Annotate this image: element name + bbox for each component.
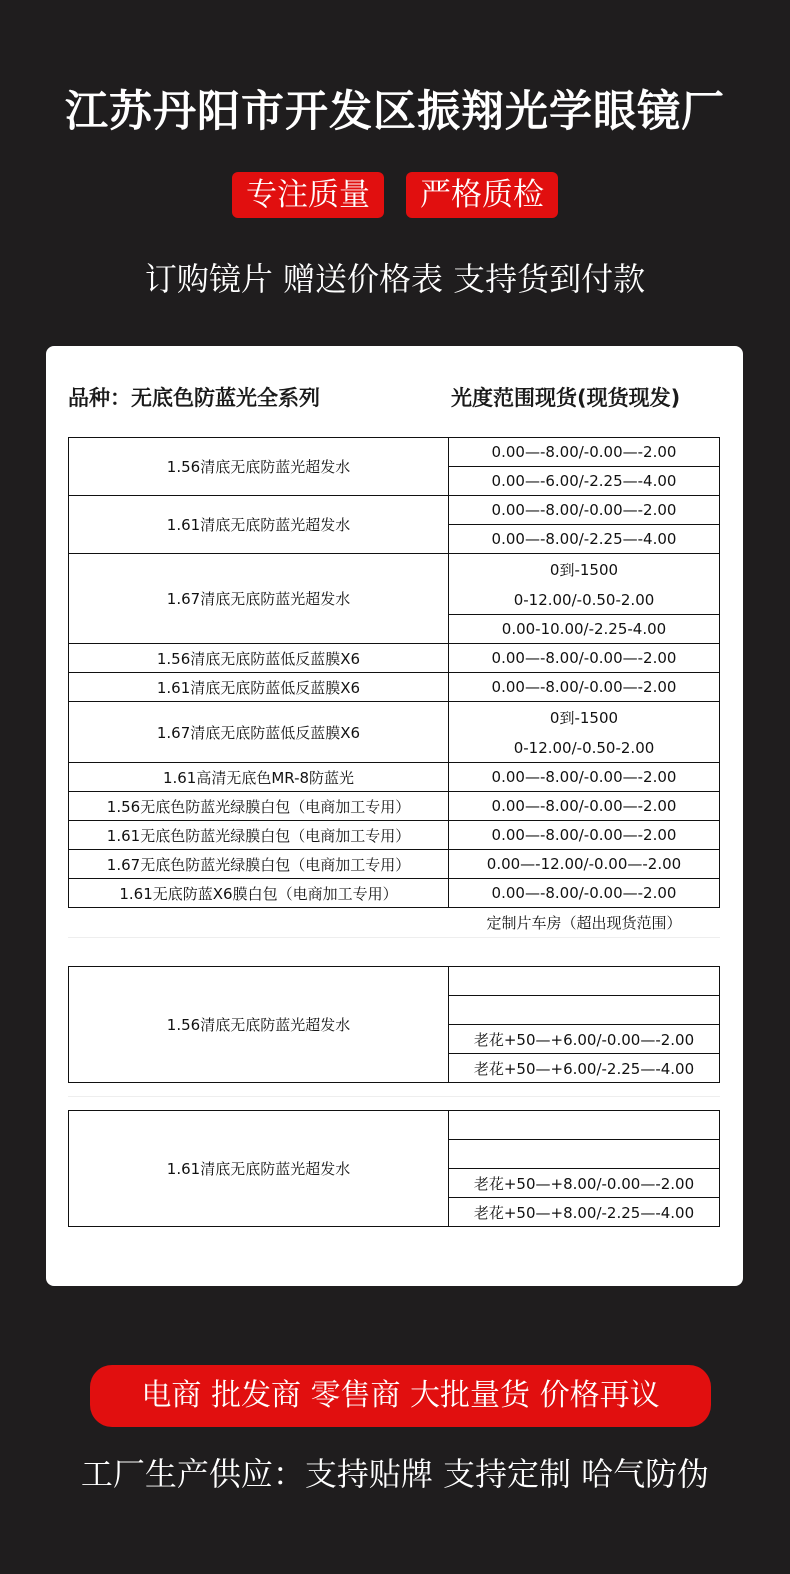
custom-range-cell: 老花+50—+6.00/-2.25—-4.00: [448, 1053, 720, 1083]
custom-range-cell: 老花+50—+8.00/-0.00—-2.00: [448, 1168, 720, 1198]
price-card: [46, 346, 743, 1286]
product-cell: 1.67清底无底防蓝低反蓝膜X6: [68, 701, 449, 763]
subtitle: 订购镜片 赠送价格表 支持货到付款: [144, 260, 646, 298]
series-heading: 品种：无底色防蓝光全系列: [68, 386, 320, 410]
custom-range-cell: 老花+50—+8.00/-2.25—-4.00: [448, 1197, 720, 1227]
range-cell-empty: [448, 1139, 720, 1169]
custom-product-cell: 1.56清底无底防蓝光超发水: [68, 966, 449, 1083]
custom-note: 定制片车房（超出现货范围）: [486, 914, 682, 932]
range-cell: 0.00—-12.00/-0.00—-2.00: [448, 849, 720, 879]
page-title: 江苏丹阳市开发区振翔光学眼镜厂: [65, 87, 725, 137]
product-cell: 1.67清底无底防蓝光超发水: [68, 553, 449, 644]
product-cell: 1.56无底色防蓝光绿膜白包（电商加工专用）: [68, 791, 449, 821]
range-cell: 0.00—-8.00/-0.00—-2.00: [448, 643, 720, 673]
product-cell: 1.61清底无底防蓝低反蓝膜X6: [68, 672, 449, 702]
promo-banner: 电商 批发商 零售商 大批量货 价格再议: [90, 1365, 711, 1427]
range-line: 0-12.00/-0.50-2.00: [513, 590, 655, 609]
range-cell: 0.00—-8.00/-0.00—-2.00: [448, 820, 720, 850]
range-cell-empty: [448, 966, 720, 996]
badge-group: [0, 172, 790, 218]
range-cell: [448, 701, 720, 763]
range-heading: 光度范围现货(现货现发): [451, 386, 681, 410]
range-cell: 0.00—-8.00/-0.00—-2.00: [448, 878, 720, 908]
custom-product-cell: 1.61清底无底防蓝光超发水: [68, 1110, 449, 1227]
range-cell: [448, 553, 720, 615]
product-cell: 1.61清底无底防蓝光超发水: [68, 495, 449, 554]
range-line: 0到-1500: [549, 561, 619, 580]
range-cell: 0.00—-6.00/-2.25—-4.00: [448, 466, 720, 496]
inspection-badge: 严格质检: [406, 172, 558, 218]
range-cell: 0.00—-8.00/-2.25—-4.00: [448, 524, 720, 554]
range-cell: 0.00-10.00/-2.25-4.00: [448, 614, 720, 644]
range-cell: 0.00—-8.00/-0.00—-2.00: [448, 437, 720, 467]
product-cell: 1.61无底色防蓝光绿膜白包（电商加工专用）: [68, 820, 449, 850]
custom-range-cell: 老花+50—+6.00/-0.00—-2.00: [448, 1024, 720, 1054]
footer-text: 工厂生产供应：支持贴牌 支持定制 哈气防伪: [80, 1455, 710, 1493]
range-line: 0到-1500: [549, 709, 619, 728]
range-cell: 0.00—-8.00/-0.00—-2.00: [448, 672, 720, 702]
range-cell-empty: [448, 995, 720, 1025]
range-line: 0-12.00/-0.50-2.00: [513, 738, 655, 757]
product-cell: 1.56清底无底防蓝低反蓝膜X6: [68, 643, 449, 673]
range-cell: 0.00—-8.00/-0.00—-2.00: [448, 762, 720, 792]
product-cell: 1.67无底色防蓝光绿膜白包（电商加工专用）: [68, 849, 449, 879]
divider: [68, 1096, 720, 1097]
product-cell: 1.61无底防蓝X6膜白包（电商加工专用）: [68, 878, 449, 908]
product-cell: 1.56清底无底防蓝光超发水: [68, 437, 449, 496]
range-cell-empty: [448, 1110, 720, 1140]
product-cell: 1.61高清无底色MR-8防蓝光: [68, 762, 449, 792]
range-cell: 0.00—-8.00/-0.00—-2.00: [448, 791, 720, 821]
quality-badge: 专注质量: [232, 172, 384, 218]
range-cell: 0.00—-8.00/-0.00—-2.00: [448, 495, 720, 525]
divider: [68, 937, 720, 938]
